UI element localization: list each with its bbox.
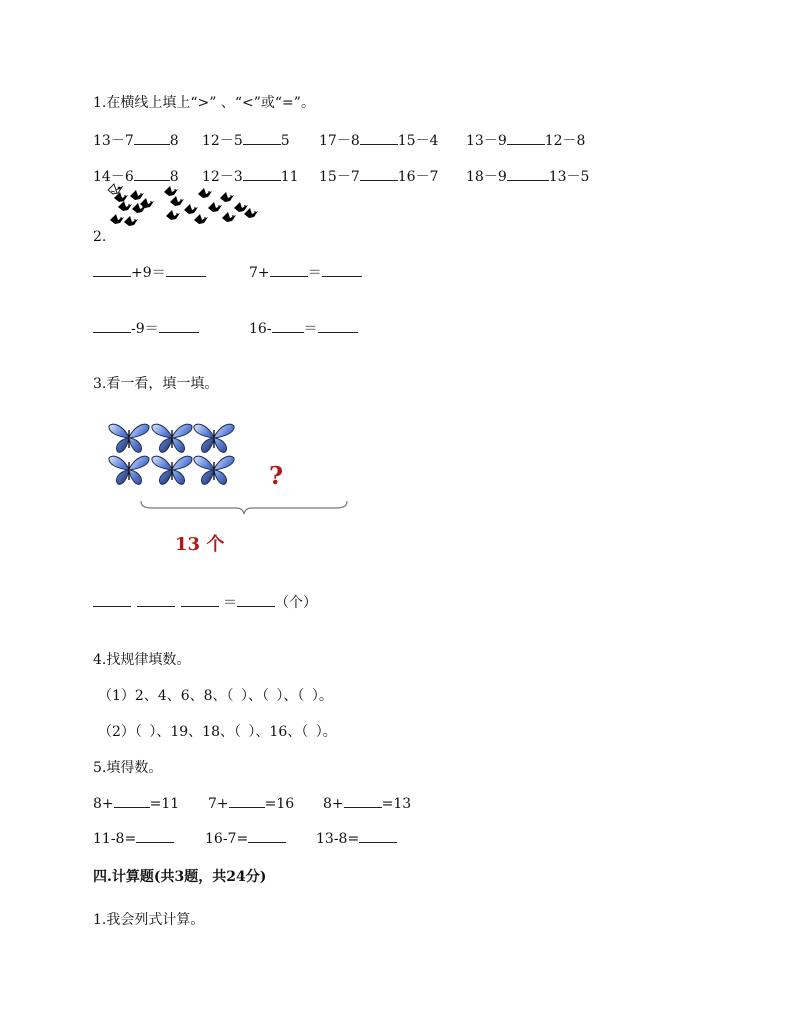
q1-item: 17－8 15－4 (319, 133, 439, 149)
q1-item: 14－6 8 (93, 169, 179, 185)
q2-number: 2. (93, 229, 107, 245)
birds-picture (108, 184, 263, 236)
butterfly-icon (109, 424, 149, 452)
q5-item: 8+ =13 (323, 796, 412, 812)
q5-item: 8+ =11 (93, 796, 180, 812)
q1-item: 18－9 13－5 (466, 169, 590, 185)
q5-item: 11-8= (93, 829, 174, 848)
answer-blank[interactable] (93, 263, 131, 277)
q2-eq1-a: +9＝ (93, 263, 206, 282)
q1-item: 13－7 8 (93, 133, 179, 149)
answer-blank[interactable] (134, 131, 170, 145)
section4-q1-title: 1.我会列式计算。 (93, 912, 205, 928)
q5-item: 7+ =16 (208, 796, 295, 812)
q2-eq1-b: 7+ ＝ (249, 263, 362, 282)
answer-blank[interactable] (166, 263, 206, 277)
q3-answer-line: ＝ （个） (93, 593, 317, 612)
q5-item: 13-8= (316, 829, 397, 848)
answer-blank[interactable] (360, 131, 398, 145)
answer-blank[interactable] (243, 131, 281, 145)
q2-eq2-b: 16- ＝ (249, 319, 358, 338)
q1-title: 1.在横线上填上“>” 、“<”或“=”。 (93, 95, 315, 111)
question-mark: ? (269, 461, 284, 490)
answer-blank[interactable] (159, 319, 199, 333)
brace-icon (140, 500, 348, 516)
answer-blank[interactable] (137, 593, 175, 607)
butterfly-icon (152, 456, 192, 484)
butterfly-icon (152, 424, 192, 452)
answer-blank[interactable] (136, 829, 174, 843)
answer-blank[interactable] (93, 319, 131, 333)
q3-title: 3.看一看，填一填。 (93, 376, 219, 392)
q1-item: 13－9 12－8 (466, 133, 586, 149)
q5-item: 16-7= (205, 829, 286, 848)
answer-blank[interactable] (272, 319, 304, 333)
answer-blank[interactable] (322, 263, 362, 277)
answer-blank[interactable] (243, 167, 281, 181)
total-label: 13 个 (175, 534, 225, 555)
q5-title: 5.填得数。 (93, 760, 163, 776)
answer-blank[interactable] (507, 131, 545, 145)
answer-blank[interactable] (181, 593, 219, 607)
answer-blank[interactable] (229, 794, 265, 808)
answer-blank[interactable] (270, 263, 308, 277)
butterfly-icon (194, 424, 234, 452)
q1-item: 12－3 11 (202, 169, 299, 185)
answer-blank[interactable] (248, 829, 286, 843)
answer-blank[interactable] (114, 794, 150, 808)
answer-blank[interactable] (93, 593, 131, 607)
answer-blank[interactable] (237, 593, 275, 607)
q1-item: 15－7 16－7 (319, 169, 439, 185)
q4-line2: （2）（ ）、19、18、（ ）、16、（ ）。 (98, 724, 337, 740)
butterfly-icon (194, 456, 234, 484)
answer-blank[interactable] (344, 794, 382, 808)
q1-item: 12－5 5 (202, 133, 290, 149)
butterflies-picture (108, 422, 238, 488)
answer-blank[interactable] (134, 167, 170, 181)
answer-blank[interactable] (507, 167, 549, 181)
answer-blank[interactable] (318, 319, 358, 333)
q4-title: 4.找规律填数。 (93, 652, 191, 668)
q2-eq2-a: -9＝ (93, 319, 199, 338)
q4-line1: （1）2、4、6、8、（ ）、（ ）、（ ）。 (98, 688, 333, 704)
section-heading: 四.计算题(共3题，共24分) (93, 869, 267, 885)
answer-blank[interactable] (359, 829, 397, 843)
answer-blank[interactable] (360, 167, 398, 181)
butterfly-icon (109, 456, 149, 484)
